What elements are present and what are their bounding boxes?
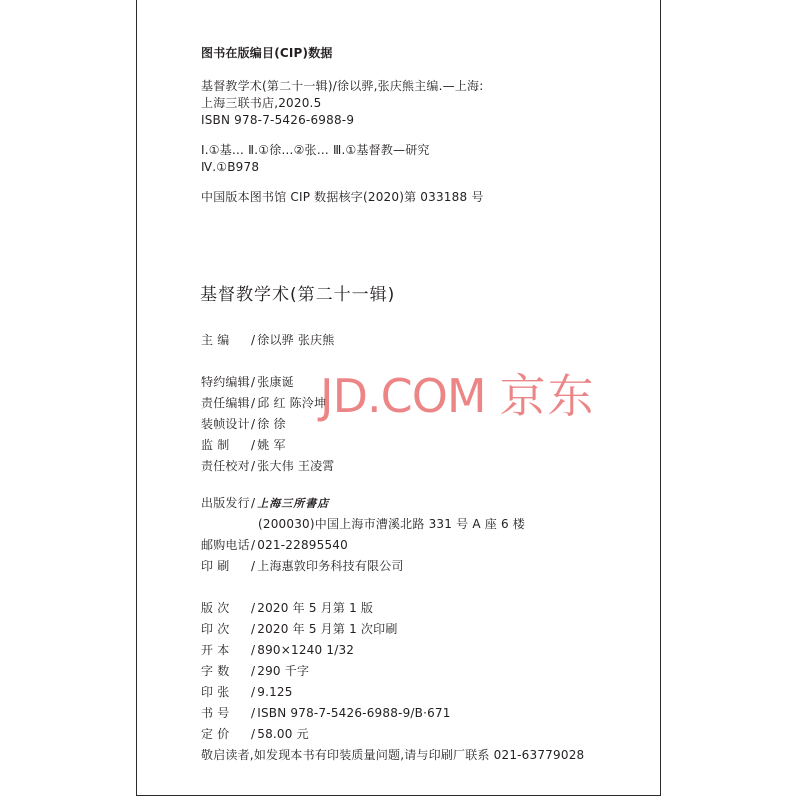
- cip-line-1: 基督教学术(第二十一辑)/徐以骅,张庆熊主编.—上海:: [201, 79, 484, 93]
- spec-book-number: 书 号 / ISBN 978-7-5426-6988-9/B·671: [201, 706, 451, 720]
- spec-price-label: 定 价: [201, 727, 230, 741]
- spec-edition-label: 版 次: [201, 601, 230, 615]
- cip-heading: 图书在版编目(CIP)数据: [201, 46, 333, 60]
- credit-special-editor-label: 特约编辑: [201, 375, 250, 389]
- jd-watermark-latin: JD.COM: [320, 369, 486, 423]
- spec-format-label: 开 本: [201, 643, 230, 657]
- spec-word-count-value: 290 千字: [257, 664, 310, 678]
- spec-sheets-value: 9.125: [257, 685, 293, 699]
- credit-special-editor-value: 张康诞: [257, 375, 294, 389]
- credit-supervisor-value: 姚 军: [257, 438, 286, 452]
- spec-printing-value: 2020 年 5 月第 1 次印刷: [257, 622, 398, 636]
- credit-editor: 主 编 / 徐以骅 张庆熊: [201, 333, 335, 347]
- credit-proofreader: 责任校对/ 张大伟 王凌霄: [201, 459, 335, 473]
- mail-order-phone-label: 邮购电话: [201, 538, 250, 552]
- spec-price: 定 价 / 58.00 元: [201, 727, 309, 741]
- jd-watermark-cn: 京东: [499, 369, 596, 423]
- jd-watermark: [320, 370, 596, 422]
- cip-classification-2: Ⅳ.①B978: [201, 160, 260, 174]
- spec-book-number-label: 书 号: [201, 706, 230, 720]
- credit-editor-value: 徐以骅 张庆熊: [257, 333, 335, 347]
- spec-edition-value: 2020 年 5 月第 1 版: [257, 601, 374, 615]
- credit-proofreader-label: 责任校对: [201, 459, 250, 473]
- spec-edition: 版 次 / 2020 年 5 月第 1 版: [201, 601, 374, 615]
- cip-line-2: 上海三联书店,2020.5: [201, 96, 322, 110]
- spec-printing-label: 印 次: [201, 622, 230, 636]
- cip-isbn: ISBN 978-7-5426-6988-9: [201, 113, 355, 127]
- reader-notice: 敬启读者,如发现本书有印装质量问题,请与印刷厂联系 021-63779028: [201, 748, 585, 762]
- credit-supervisor-label: 监 制: [201, 438, 230, 452]
- credit-responsible-editor-value: 邱 红 陈泠坤: [257, 396, 327, 410]
- spec-printing: 印 次 / 2020 年 5 月第 1 次印刷: [201, 622, 398, 636]
- spec-word-count-label: 字 数: [201, 664, 230, 678]
- printer-line: 印 刷 / 上海惠敦印务科技有限公司: [201, 559, 404, 573]
- credit-designer-value: 徐 徐: [257, 417, 286, 431]
- credit-responsible-editor: 责任编辑/ 邱 红 陈泠坤: [201, 396, 327, 410]
- publisher-address: (200030)中国上海市漕溪北路 331 号 A 座 6 楼: [258, 517, 526, 531]
- spec-sheets: 印 张 / 9.125: [201, 685, 293, 699]
- spec-price-value: 58.00 元: [257, 727, 309, 741]
- spec-format: 开 本 / 890×1240 1/32: [201, 643, 355, 657]
- spec-book-number-value: ISBN 978-7-5426-6988-9/B·671: [257, 706, 451, 720]
- credit-editor-label: 主 编: [201, 333, 230, 347]
- book-title: 基督教学术(第二十一辑): [200, 285, 396, 305]
- spec-sheets-label: 印 张: [201, 685, 230, 699]
- credit-special-editor: 特约编辑/ 张康诞: [201, 375, 294, 389]
- printer-label: 印 刷: [201, 559, 230, 573]
- credit-proofreader-value: 张大伟 王凌霄: [257, 459, 335, 473]
- mail-order-phone-value: 021-22895540: [257, 538, 348, 552]
- spec-word-count: 字 数 / 290 千字: [201, 664, 310, 678]
- credit-supervisor: 监 制 / 姚 军: [201, 438, 286, 452]
- spec-format-value: 890×1240 1/32: [257, 643, 355, 657]
- credit-designer-label: 装帧设计: [201, 417, 250, 431]
- printer-value: 上海惠敦印务科技有限公司: [257, 559, 404, 573]
- publisher-line: 出版发行/ 上海三所書店: [201, 496, 330, 510]
- mail-order-phone: 邮购电话/ 021-22895540: [201, 538, 348, 552]
- publisher-name-logo: 上海三所書店: [257, 497, 330, 510]
- publisher-label: 出版发行: [201, 496, 250, 510]
- credit-responsible-editor-label: 责任编辑: [201, 396, 250, 410]
- cip-number: 中国版本图书馆 CIP 数据核字(2020)第 033188 号: [201, 190, 484, 204]
- cip-classification-1: Ⅰ.①基… Ⅱ.①徐…②张… Ⅲ.①基督教—研究: [201, 143, 430, 157]
- credit-designer: 装帧设计/ 徐 徐: [201, 417, 286, 431]
